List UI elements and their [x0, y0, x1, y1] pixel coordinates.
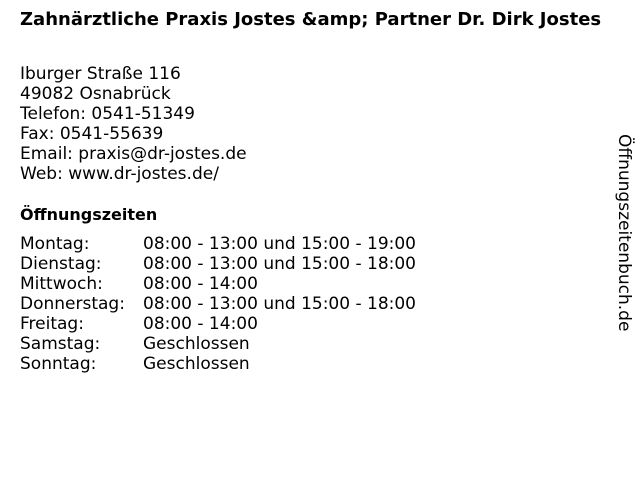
hours-row-thursday [20, 294, 416, 314]
opening-hours-heading: Öffnungszeiten [20, 205, 158, 224]
website: Web: www.dr-jostes.de/ [20, 164, 219, 184]
hours-row-monday [20, 234, 416, 254]
hours-row-tuesday [20, 254, 416, 274]
hours-row-friday [20, 314, 416, 334]
day-hours: 08:00 - 14:00 [143, 274, 258, 294]
hours-row-saturday [20, 334, 416, 354]
site-watermark: Öffnungszeitenbuch.de [614, 134, 634, 332]
hours-row-wednesday [20, 274, 416, 294]
city: 49082 Osnabrück [20, 84, 171, 104]
day-label: Sonntag: [20, 354, 97, 374]
day-label: Donnerstag: [20, 294, 125, 314]
day-label: Samstag: [20, 334, 101, 354]
day-hours: Geschlossen [143, 354, 250, 374]
day-label: Freitag: [20, 314, 84, 334]
day-label: Dienstag: [20, 254, 102, 274]
email: Email: praxis@dr-jostes.de [20, 144, 247, 164]
practice-title: Zahnärztliche Praxis Jostes &amp; Partner Dr. Dirk Jostes [20, 9, 602, 30]
address-block [20, 64, 247, 184]
day-hours: 08:00 - 13:00 und 15:00 - 19:00 [143, 234, 416, 254]
street: Iburger Straße 116 [20, 64, 181, 84]
day-hours: 08:00 - 13:00 und 15:00 - 18:00 [143, 294, 416, 314]
hours-row-sunday [20, 354, 416, 374]
day-label: Mittwoch: [20, 274, 103, 294]
day-hours: 08:00 - 14:00 [143, 314, 258, 334]
day-label: Montag: [20, 234, 90, 254]
phone: Telefon: 0541-51349 [20, 104, 195, 124]
day-hours: 08:00 - 13:00 und 15:00 - 18:00 [143, 254, 416, 274]
day-hours: Geschlossen [143, 334, 250, 354]
fax: Fax: 0541-55639 [20, 124, 164, 144]
opening-hours-table [20, 234, 416, 374]
